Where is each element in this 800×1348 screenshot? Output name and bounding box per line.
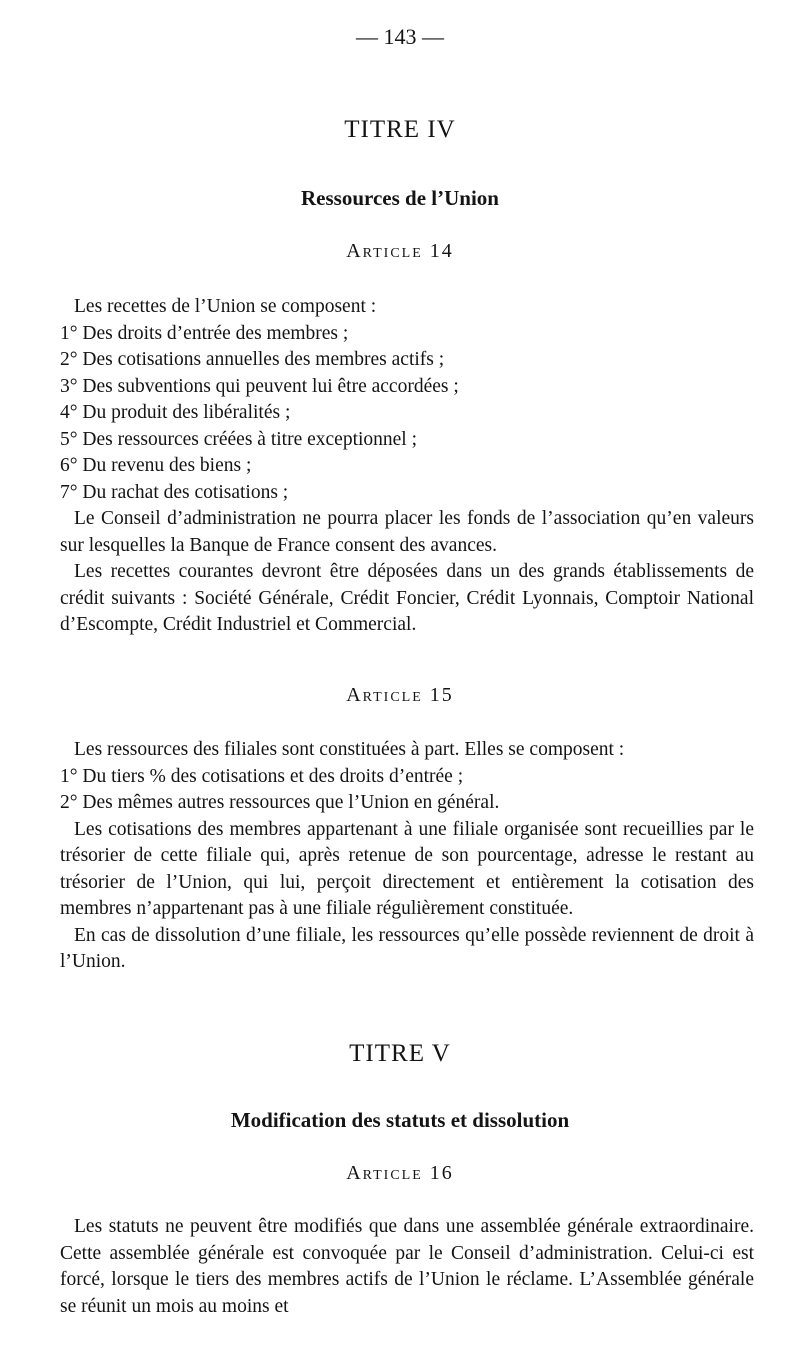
article-14-item: 4° Du produit des libéralités ; [60,402,291,423]
article-15-paragraph: Les cotisations des membres appartenant à une filiale organisée sont recueillies par le trésorier de cette filiale qui, après retenue de son pourcentage, adresse le restant au trésorier de l’Union, qui lui, perçoit directement et entièrement la cotisation des membres n’appartenant pas à une filiale régulièrement constituée. [60,818,754,919]
article-15-item: 2° Des mêmes autres ressources que l’Union en général. [60,792,500,813]
article-14-label: Article 14 [346,240,454,262]
article-15-label: Article 15 [346,684,454,706]
titre-iv-heading: Ressources de l’Union [301,186,499,210]
article-14-paragraph: Les recettes courantes devront être déposées dans un des grands établissements de crédit suivants : Société Générale, Crédit Foncier, Crédit Lyonnais, Comptoir National d’Escompte, Crédit Industriel et Commercial. [60,561,754,635]
article-14-body [60,294,754,639]
article-14-item: 3° Des subventions qui peuvent lui être accordées ; [60,375,459,397]
titre-v-heading: Modification des statuts et dissolution [230,1108,570,1132]
article-16-body [60,1214,754,1320]
titre-v-title: TITRE V [349,1040,451,1067]
article-14-item: 1° Des droits d’entrée des membres ; [60,322,349,344]
article-15-body [60,737,754,976]
article-14-intro: Les recettes de l’Union se composent : [74,296,377,317]
article-14-item: 6° Du revenu des biens ; [60,455,252,476]
article-15-intro: Les ressources des filiales sont constituées à part. Elles se composent : [74,739,625,760]
article-14-paragraph: Le Conseil d’administration ne pourra placer les fonds de l’association qu’en valeurs sur lesquelles la Banque de France consent des avances. [60,508,754,556]
page-number: — 143 — [356,24,444,49]
titre-iv-title: TITRE IV [344,116,456,143]
article-16-label: Article 16 [346,1162,454,1184]
article-14-item: 5° Des ressources créées à titre exceptionnel ; [60,428,418,450]
article-16-paragraph: Les statuts ne peuvent être modifiés que dans une assemblée générale extraordinaire. Cette assemblée générale est convoquée par le Conseil d’administration. Celui-ci est forcé, lorsque le tiers des membres actifs de l’Union le réclame. L’Assemblée générale se réunit un mois au moins et [60,1216,754,1317]
article-15-item: 1° Du tiers % des cotisations et des droits d’entrée ; [60,765,464,787]
article-14-item: 2° Des cotisations annuelles des membres actifs ; [60,349,445,370]
article-14-item: 7° Du rachat des cotisations ; [60,481,289,503]
article-15-paragraph: En cas de dissolution d’une filiale, les ressources qu’elle possède reviennent de droit à l’Union. [60,924,754,972]
